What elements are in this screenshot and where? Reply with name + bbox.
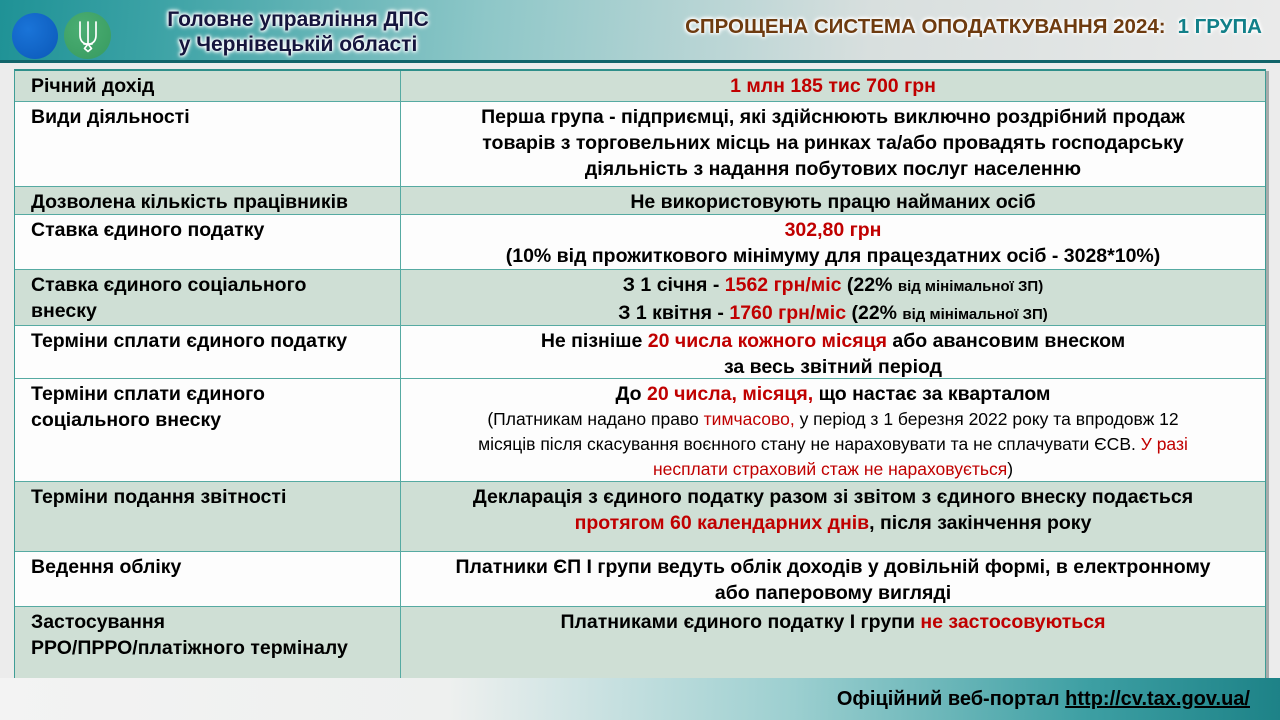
value-text: Платниками єдиного податку І групи — [560, 611, 921, 633]
tax-table — [14, 69, 1266, 679]
value-line — [415, 130, 1251, 156]
row-label-rro-usage — [15, 607, 401, 678]
value-text: , після закінчення року — [869, 512, 1092, 534]
value-text: До — [615, 383, 647, 405]
label-line: РРО/ПРРО/платіжного терміналу — [31, 637, 348, 659]
row-value-single-tax-payment-terms — [401, 326, 1265, 378]
value-text: Платники ЄП І групи ведуть облік доходів у довільній формі, в електронному — [455, 556, 1211, 578]
value-text: що настає за кварталом — [813, 383, 1051, 405]
value-text: ) — [1007, 459, 1014, 479]
label-line: Види діяльності — [31, 106, 190, 128]
table-row-record-keeping — [15, 551, 1265, 606]
value-text: від мінімальної ЗП) — [902, 306, 1048, 323]
highlight-text: протягом 60 календарних днів — [574, 512, 870, 534]
table-row-single-tax-payment-terms — [15, 325, 1265, 378]
value-text: (22% — [841, 274, 898, 296]
label-line: Ставка єдиного податку — [31, 219, 265, 241]
header-band — [0, 0, 1280, 63]
value-text: або авансовим внеском — [886, 330, 1126, 352]
value-line — [415, 104, 1251, 130]
highlight-text: тимчасово, — [703, 409, 795, 429]
label-line: Терміни подання звітності — [31, 486, 287, 508]
row-label-annual-income — [15, 71, 401, 101]
value-line — [415, 243, 1251, 269]
value-text: З 1 квітня - — [618, 302, 730, 324]
row-label-record-keeping — [15, 552, 401, 606]
table-row-social-contribution-rate — [15, 269, 1265, 325]
value-line — [415, 554, 1251, 580]
highlight-text: У разі — [1140, 434, 1188, 454]
label-line: Терміни сплати єдиного — [31, 383, 265, 405]
value-line — [415, 189, 1251, 215]
highlight-text: 302,80 грн — [784, 219, 882, 241]
row-label-reporting-terms — [15, 482, 401, 551]
label-line: Ведення обліку — [31, 556, 182, 578]
label-line: Ставка єдиного соціального — [31, 274, 307, 296]
value-line — [415, 354, 1251, 380]
value-text: місяців після скасування воєнного стану не нараховувати та не сплачувати ЄСВ. — [478, 434, 1141, 454]
value-text: (22% — [846, 302, 903, 324]
row-value-activity-types — [401, 102, 1265, 186]
value-line — [415, 272, 1251, 300]
label-line: соціального внеску — [31, 409, 222, 431]
highlight-text: 1 млн 185 тис 700 грн — [730, 75, 936, 97]
value-text: З 1 січня - — [622, 274, 725, 296]
highlight-text: 1562 грн/міс — [724, 274, 842, 296]
value-line — [415, 484, 1251, 510]
table-row-rro-usage — [15, 606, 1265, 678]
page-title — [685, 15, 1262, 39]
value-text: Не пізніше — [540, 330, 648, 352]
highlight-text: не застосовуються — [920, 611, 1106, 633]
row-label-allowed-employees — [15, 187, 401, 214]
value-text: Декларація з єдиного податку разом зі звітом з єдиного внеску подається — [472, 486, 1194, 508]
main-title-text: СПРОЩЕНА СИСТЕМА ОПОДАТКУВАННЯ 2024: — [685, 15, 1166, 38]
footer-label: Офіційний веб-портал — [836, 687, 1060, 710]
value-text: Перша група - підприємці, які здійснюють виключно роздрібний продаж — [481, 106, 1185, 128]
row-value-rro-usage — [401, 607, 1265, 678]
value-line — [415, 432, 1251, 457]
row-value-single-tax-rate — [401, 215, 1265, 269]
row-value-record-keeping — [401, 552, 1265, 606]
value-line — [415, 217, 1251, 243]
table-row-annual-income — [15, 71, 1265, 101]
value-text: Не використовують працю найманих осіб — [630, 191, 1036, 213]
row-label-social-contribution-rate — [15, 270, 401, 325]
table-row-social-contribution-payment-terms — [15, 378, 1265, 481]
label-line: Терміни сплати єдиного податку — [31, 330, 348, 352]
value-line — [415, 328, 1251, 354]
value-line — [415, 73, 1251, 99]
group-badge: 1 ГРУПА — [1177, 15, 1262, 38]
row-value-allowed-employees — [401, 187, 1265, 214]
trident-icon — [75, 19, 101, 53]
value-text: діяльність з надання побутових послуг населенню — [584, 158, 1082, 180]
dps-logo-icon — [12, 13, 58, 59]
table-row-activity-types — [15, 101, 1265, 186]
label-line: Річний дохід — [31, 75, 155, 97]
value-text: від мінімальної ЗП) — [897, 278, 1044, 295]
row-label-single-tax-payment-terms — [15, 326, 401, 378]
value-line — [415, 609, 1251, 635]
table-row-reporting-terms — [15, 481, 1265, 551]
row-label-social-contribution-payment-terms — [15, 379, 401, 481]
highlight-text: 20 числа, місяця, — [646, 383, 814, 405]
value-text: або паперовому вигляді — [714, 582, 952, 604]
value-line — [415, 156, 1251, 182]
highlight-text: 1760 грн/міс — [729, 302, 847, 324]
org-title-line1: Головне управління ДПС — [167, 8, 429, 31]
label-line: Дозволена кількість працівників — [31, 191, 349, 213]
value-line — [415, 580, 1251, 606]
highlight-text: 20 числа кожного місяця — [647, 330, 887, 352]
value-line — [415, 300, 1251, 328]
value-text: (Платникам надано право — [487, 409, 704, 429]
footer-band — [0, 678, 1280, 720]
label-line: Застосування — [31, 611, 166, 633]
row-label-single-tax-rate — [15, 215, 401, 269]
table-row-single-tax-rate — [15, 214, 1265, 269]
value-line — [415, 510, 1251, 536]
table-row-allowed-employees — [15, 186, 1265, 214]
row-value-reporting-terms — [401, 482, 1265, 551]
row-value-annual-income — [401, 71, 1265, 101]
portal-link[interactable]: http://cv.tax.gov.ua/ — [1065, 687, 1250, 710]
highlight-text: несплати страховий стаж не нараховується — [652, 459, 1008, 479]
row-label-activity-types — [15, 102, 401, 186]
value-line — [415, 457, 1251, 482]
value-line — [415, 407, 1251, 432]
label-line: внеску — [31, 300, 97, 322]
value-line — [415, 381, 1251, 407]
value-text: за весь звітний період — [723, 356, 943, 378]
org-title-line2: у Чернівецькій області — [178, 33, 418, 56]
org-title — [126, 7, 470, 57]
row-value-social-contribution-payment-terms — [401, 379, 1265, 481]
value-text: товарів з торговельних місць на ринках та/або провадять господарську — [482, 132, 1184, 154]
trident-logo — [64, 12, 111, 59]
row-value-social-contribution-rate — [401, 270, 1265, 325]
value-text: (10% від прожиткового мінімуму для працездатних осіб - 3028*10%) — [505, 245, 1161, 267]
value-text: у період з 1 березня 2022 року та впродовж 12 — [794, 409, 1179, 429]
